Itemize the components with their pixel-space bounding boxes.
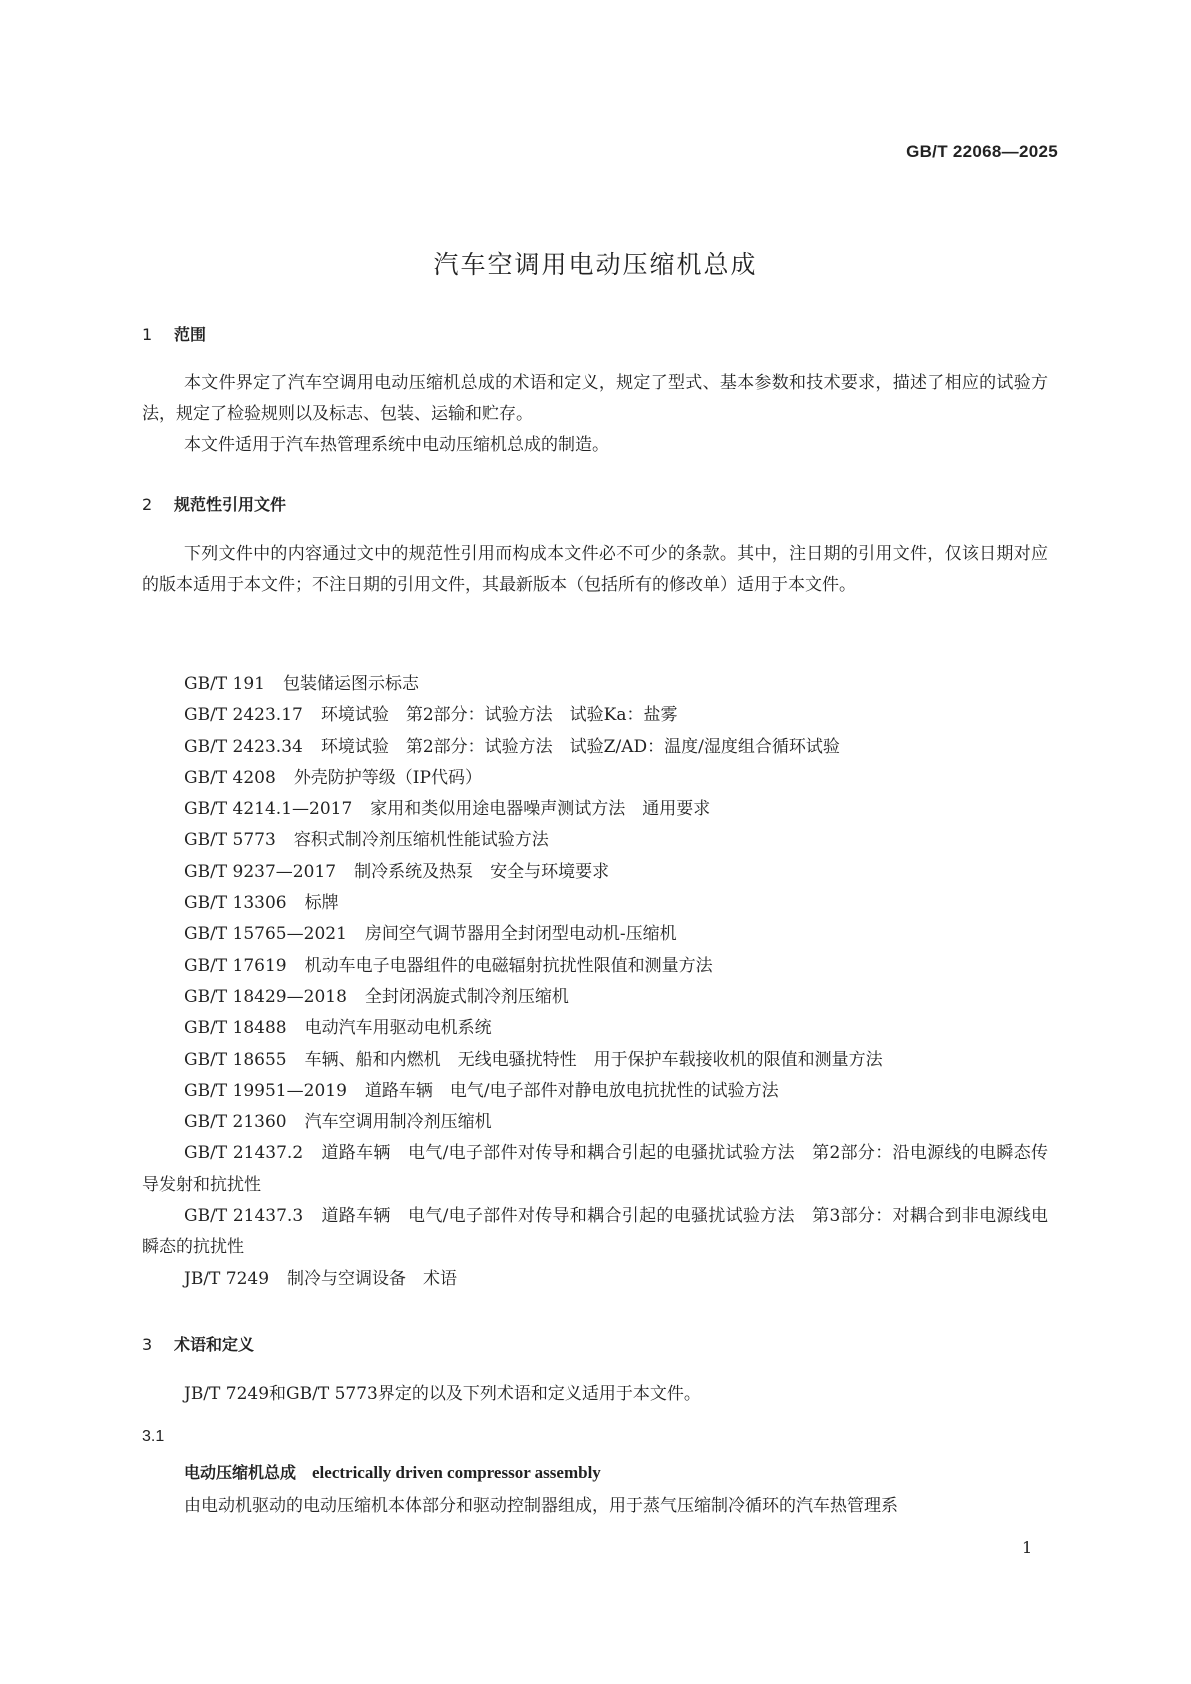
reference-title: 容积式制冷剂压缩机性能试验方法	[293, 830, 549, 851]
reference-code: GB/T 15765—2021	[184, 924, 347, 945]
reference-item	[142, 919, 1048, 950]
reference-title: 汽车空调用制冷剂压缩机	[304, 1112, 492, 1133]
reference-title: 家用和类似用途电器噪声测试方法 通用要求	[370, 799, 711, 820]
reference-title: 道路车辆 电气/电子部件对静电放电抗扰性的试验方法	[364, 1080, 779, 1101]
reference-item	[142, 825, 1048, 856]
section-number: 3	[142, 1335, 153, 1354]
reference-item	[142, 982, 1048, 1013]
reference-item	[142, 1013, 1048, 1044]
reference-code: GB/T 18655	[184, 1049, 287, 1070]
reference-title: 标牌	[304, 893, 339, 914]
reference-item	[142, 1045, 1048, 1076]
reference-title: 道路车辆 电气/电子部件对传导和耦合引起的电骚扰试验方法 第2部分：沿电源线的电瞬态传导发射和抗扰性	[142, 1143, 1048, 1195]
reference-code: GB/T 18488	[184, 1018, 287, 1039]
reference-list	[142, 669, 1048, 1295]
reference-title: 制冷系统及热泵 安全与环境要求	[354, 861, 610, 882]
reference-code: GB/T 19951—2019	[184, 1080, 347, 1101]
page-number: 1	[1022, 1538, 1033, 1557]
section-number: 1	[142, 325, 153, 344]
reference-item	[142, 700, 1048, 731]
section-title: 范围	[174, 325, 207, 344]
reference-item	[142, 951, 1048, 982]
scope-paragraph-1: 本文件界定了汽车空调用电动压缩机总成的术语和定义，规定了型式、基本参数和技术要求，描述了相应的试验方法，规定了检验规则以及标志、包装、运输和贮存。	[142, 373, 1048, 424]
section-number: 2	[142, 495, 153, 514]
reference-code: GB/T 2423.17	[184, 705, 303, 726]
reference-code: GB/T 4214.1—2017	[184, 799, 353, 820]
section-heading-terms-and-definitions	[142, 1332, 254, 1355]
reference-code: GB/T 21360	[184, 1112, 287, 1133]
scope-paragraph-2: 本文件适用于汽车热管理系统中电动压缩机总成的制造。	[184, 435, 609, 455]
term-zh: 电动压缩机总成	[184, 1463, 297, 1482]
reference-title: 制冷与空调设备 术语	[287, 1268, 458, 1289]
reference-title: 电动汽车用驱动电机系统	[304, 1018, 492, 1039]
section-title: 术语和定义	[174, 1335, 255, 1354]
document-title: 汽车空调用电动压缩机总成	[433, 250, 758, 279]
section-title: 规范性引用文件	[174, 495, 287, 514]
term-heading	[184, 1460, 601, 1483]
reference-code: GB/T 5773	[184, 830, 276, 851]
reference-code: JB/T 7249	[184, 1268, 270, 1289]
terms-intro: JB/T 7249和GB/T 5773界定的以及下列术语和定义适用于本文件。	[184, 1384, 701, 1404]
normative-intro: 下列文件中的内容通过文中的规范性引用而构成本文件必不可少的条款。其中，注日期的引用文件，仅该日期对应的版本适用于本文件；不注日期的引用文件，其最新版本（包括所有的修改单）适用于本文件。	[142, 544, 1048, 595]
reference-code: GB/T 21437.3	[184, 1206, 304, 1227]
reference-code: GB/T 17619	[184, 955, 287, 976]
reference-code: GB/T 21437.2	[184, 1143, 304, 1164]
reference-item	[142, 794, 1048, 825]
section-heading-normative-references	[142, 492, 286, 515]
reference-code: GB/T 9237—2017	[184, 861, 337, 882]
reference-code: GB/T 191	[184, 674, 265, 694]
reference-code: GB/T 4208	[184, 767, 276, 788]
reference-title: 外壳防护等级（IP代码）	[293, 767, 482, 788]
reference-item	[142, 732, 1048, 763]
term-definition: 由电动机驱动的电动压缩机本体部分和驱动控制器组成，用于蒸气压缩制冷循环的汽车热管理系	[184, 1496, 898, 1516]
reference-item	[142, 1201, 1048, 1264]
reference-code: GB/T 18429—2018	[184, 986, 347, 1007]
reference-title: 道路车辆 电气/电子部件对传导和耦合引起的电骚扰试验方法 第3部分：对耦合到非电源线电瞬态的抗扰性	[142, 1206, 1048, 1258]
reference-title: 车辆、船和内燃机 无线电骚扰特性 用于保护车载接收机的限值和测量方法	[304, 1049, 883, 1070]
reference-item	[142, 1264, 1048, 1295]
reference-title: 全封闭涡旋式制冷剂压缩机	[364, 986, 569, 1007]
reference-title: 房间空气调节器用全封闭型电动机-压缩机	[364, 924, 677, 945]
reference-code: GB/T 2423.34	[184, 736, 303, 757]
term-number: 3.1	[142, 1428, 165, 1445]
standard-code: GB/T 22068—2025	[906, 142, 1058, 161]
reference-item	[142, 857, 1048, 888]
reference-item	[142, 1076, 1048, 1107]
reference-title: 环境试验 第2部分：试验方法 试验Z/AD：温度/湿度组合循环试验	[320, 736, 840, 757]
reference-item	[142, 763, 1048, 794]
reference-item	[142, 888, 1048, 919]
reference-code: GB/T 13306	[184, 893, 287, 914]
section-heading-scope	[142, 322, 206, 345]
reference-item	[142, 1138, 1048, 1201]
reference-item	[142, 1107, 1048, 1138]
reference-title: 机动车电子电器组件的电磁辐射抗扰性限值和测量方法	[304, 955, 713, 976]
reference-title: 包装储运图示标志	[283, 674, 419, 694]
term-en: electrically driven compressor assembly	[312, 1463, 601, 1482]
reference-item	[142, 669, 1048, 700]
reference-title: 环境试验 第2部分：试验方法 试验Ka：盐雾	[320, 705, 678, 726]
